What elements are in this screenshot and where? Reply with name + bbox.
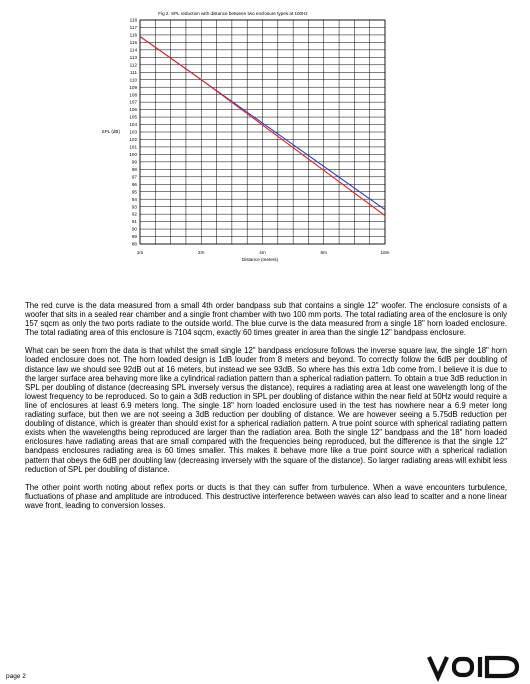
y-tick-label: 104 xyxy=(129,122,137,128)
article-body xyxy=(25,301,507,519)
y-tick-label: 99 xyxy=(131,159,137,165)
x-tick-label: 8m xyxy=(320,250,327,255)
x-tick-labels xyxy=(137,250,390,255)
y-tick-label: 114 xyxy=(129,47,137,53)
void-logo xyxy=(426,652,526,682)
y-tick-label: 108 xyxy=(129,92,137,98)
x-tick-label: 4m xyxy=(259,250,266,255)
x-tick-label: 2m xyxy=(198,250,205,255)
y-tick-label: 103 xyxy=(129,129,137,135)
chart-title: Fig 2. SPL reduction with distance between two enclosure types at 100Hz xyxy=(158,11,308,16)
y-tick-label: 88 xyxy=(131,241,137,247)
y-tick-label: 90 xyxy=(131,226,137,232)
paragraph-turbulence: The other point worth noting about reflex ports or ducts is that they can suffer from turbulence. When a wave encounters turbulence, fluctuations of phase and amplitude are introduced. This destructive interference between waves can also lead to scatter and a none linear wave front, leading to conversion losses. xyxy=(25,482,507,510)
x-tick-label: 16m xyxy=(380,250,390,255)
y-tick-label: 113 xyxy=(129,54,137,60)
y-tick-label: 89 xyxy=(131,234,137,240)
y-tick-label: 91 xyxy=(131,219,137,225)
y-tick-label: 118 xyxy=(129,17,137,23)
y-tick-label: 92 xyxy=(131,211,137,217)
y-tick-label: 111 xyxy=(130,69,137,75)
y-tick-label: 112 xyxy=(129,62,137,68)
page-number: page 2 xyxy=(6,673,26,680)
y-tick-label: 106 xyxy=(129,107,137,113)
paragraph-curve-description: The red curve is the data measured from a small 4th order bandpass sub that contains a single 12" woofer. The enclosure consists of a woofer that sits in a sealed rear chamber and a single front chamber with two 100 mm ports. The total radiating area of the enclosure is only 157 sqcm as only the two ports radiate to the outside world. The blue curve is the data measured from a single 18" horn loaded enclosure. The total radiating area of this enclosure is 7104 sqcm, exactly 60 times greater in area than the single 12" bandpass enclosure. xyxy=(25,301,507,338)
y-tick-label: 98 xyxy=(131,166,137,172)
y-tick-label: 100 xyxy=(129,152,137,157)
y-tick-labels xyxy=(129,18,137,247)
y-tick-label: 115 xyxy=(129,40,137,45)
x-tick-label: 1m xyxy=(136,250,144,255)
y-tick-label: 109 xyxy=(129,84,137,90)
y-tick-label: 94 xyxy=(131,196,137,202)
paragraph-analysis: What can be seen from the data is that whilst the small single 12" bandpass enclosure follows the inverse square law, the single 18" horn loaded enclosure does not. The horn loaded design is 1dB louder from 8 meters and beyond. To correctly follow the 6dB per doubling of distance law we should see 92dB out at 16 meters, but instead we see 93dB. So where has this extra 1db come from. I believe it is due to the larger surface area behaving more like a cylindrical radiation pattern than a spherical radiation pattern. To obtain a true 3dB reduction in SPL per doubling of distance (decreasing SPL inversely versus the distance), requires a radiating area at least one wavelength long of the lowest frequency to be reproduced. So to gain a 3dB reduction in SPL per doubling of distance within the near field at 50Hz would require a line of enclosures at least 6.9 meters long. The single 18" horn loaded enclosure used in the test has nowhere near a 6.9 meter long radiating surface, but then we are not seeing a 3dB reduction per doubling of distance. We are however seeing a 5.75dB reduction per doubling of distance, which is greater than should exist for a spherical radiation pattern. A true point source with spherical radiating pattern exists when the wavelengths being reproduced are larger than the radiation area. Both the single 12" bandpass and the 18" horn loaded enclosures have radiating areas that are small compared with the frequencies being reproduced, but the difference is that the single 12" bandpass enclosures radiating area is 60 times smaller. This makes it behave more like a true point source with a spherical radiation pattern that obeys the 6dB per doubling law (decreasing inversely with the square of the distance). So larger radiating areas will exhibit less reduction of SPL per doubling of distance. xyxy=(25,346,507,474)
x-axis-label: Distance (meters) xyxy=(241,257,279,262)
y-tick-label: 102 xyxy=(129,137,137,143)
spl-distance-chart xyxy=(90,6,400,266)
y-tick-label: 93 xyxy=(131,204,137,210)
y-tick-label: 107 xyxy=(129,99,137,105)
y-tick-label: 95 xyxy=(131,189,137,195)
y-axis-label: SPL (dB) xyxy=(101,129,120,134)
y-tick-label: 105 xyxy=(129,114,137,120)
y-tick-label: 110 xyxy=(129,77,137,83)
y-tick-label: 101 xyxy=(129,144,137,150)
y-tick-label: 96 xyxy=(131,181,137,187)
y-tick-label: 97 xyxy=(131,174,137,180)
chart-grid xyxy=(140,20,385,244)
y-tick-label: 116 xyxy=(129,32,137,38)
y-tick-label: 117 xyxy=(129,25,137,31)
